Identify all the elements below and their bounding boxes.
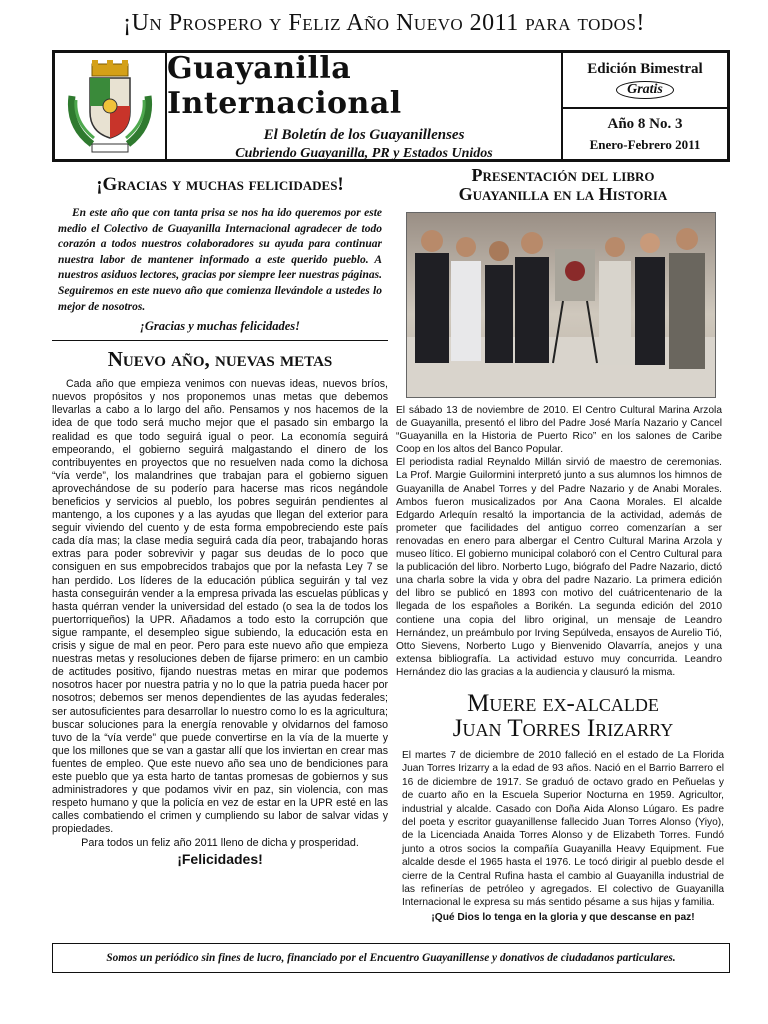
presentacion-paragraph: El sábado 13 de noviembre de 2010. El Centro Cultural Marina Arzola de Guayanilla, presentó el libro del Padre José María Nazario y Cancel “Guayanilla en la Historia de Puerto Rico” en los salones de Caribe Coop en los altos del Banco Popular. bbox=[396, 405, 722, 456]
right-column bbox=[396, 166, 730, 923]
muere-body: El martes 7 de diciembre de 2010 falleció en el estado de La Florida Juan Torres Irizarry a la edad de 93 años. Nació en el Barrio Barrero el 16 de diciembre de 1917. Se graduó de octavo grado en Peñuelas y de cuarto año en la Escuela Superior Nocturna en 1959. Agricultor, industrial y alcalde. Casado con Doña Aida Alonso Lúgaro. Es padre del poeta y escritor guayanillense fallecido Juan Torres Alonso (Yiyo), de la Licenciada Anaida Torres Alonso y de Elizabeth Torres. Fundó junto a otros socios la compañía Guayanilla Heavy Equipment. Fue alcalde desde el 1965 hasta el 1976. Le tocó dirigir al pueblo desde el cierre de la Central Rufina hasta el cambio al Guayanilla industrial de las refinerías de petróleo y agregados. El colectivo de Guayanilla Internacional le expresa su más sentido pésame a sus hijas y familia. bbox=[402, 749, 724, 909]
group-of-people-icon bbox=[407, 213, 716, 398]
event-photo bbox=[406, 212, 716, 398]
nuevo-body: Cada año que empieza venimos con nuevas ideas, nuevos bríos, nuevos propósitos y nos proponemos unas metas que debemos llevarlas a cabo a lo largo del año. Pensamos y nos hacemos de la idea de que todo será mucho mejor que el pasado sin embargo la realidad es que todo seguirá igual o peor. La economía seguirá empeorando, el gobierno seguirá malgastando el dinero de los contribuyentes en proyectos que no resuelven nada como la dichosa “vía verde”, los malandrines que trabajan para el gobierno siguen aprovechándose de su poderío para hacerse mas ricos negándole beneficios y servicios al pueblo, los pobres seguirán pendientes al mantengo, a los cupones y a las ayudas que llegan del exterior para seguir viviendo del cuento y de esta forma empobreciendo este país cada día mas; la clase media seguirá cada día peor, trabajando horas extras para poder sobrevivir y pagar sus deudas de lo poco que consiguen en sus empobrecidos trabajos que por la nefasta Ley 7 se han perdido. Los líderes de la educación pública seguirán y tal vez hasta conseguirán vender a la empresa privada las escuelas públicas y hasta quérran vender la universidad del estado (o sea la de todos los puertorriqueños) la UPR. Añadamos a todo esto la corrupción que sigue rampante, el desempleo sigue subiendo, la educación esta en crisis y sigue de mal en peor. Pero para este nuevo año que empieza nuestras metas y resoluciones deben de fijarse primero: en un cambio de actitudes positivo, fijando nuestras metas en mirar que podemos nosotros hacer por nuestra patria y no lo que la patria pueda hacer por nosotros; debemos ser menos dependientes de las ayudas federales; ser autosuficientes para desarrollar lo nuestro como lo es la agricultura; buscar soluciones para la energía renovable y olvidarnos del famoso tuvo de la “vía verde” que puede convertirse en la vía de la muerte y que los millones que se van a gastar allí que los inviertan en crear mas fuentes de empleo. Que este nuevo año sea uno de bendiciones para este pueblo que ya esta harto de tantas promesas de gobiernos y sus administradores y que podamos vivir en paz, sin violencia, con mas respeto humano y que la policía en vez de estar en la UPR esté en las calles combatiendo el crimen y cumpliendo su labor de salvar vidas y propiedades. bbox=[52, 378, 388, 836]
masthead bbox=[52, 50, 730, 162]
presentacion-body bbox=[396, 404, 730, 679]
coat-of-arms-icon bbox=[62, 56, 158, 156]
footer-note: Somos un periódico sin fines de lucro, financiado por el Encuentro Guayanillense y donativos de ciudadanos particulares. bbox=[52, 943, 730, 973]
muere-heading-line1: Muere ex-alcalde bbox=[467, 689, 659, 717]
muere-heading-line2: Juan Torres Irizarry bbox=[452, 714, 674, 742]
crest-box bbox=[55, 53, 167, 159]
title-box bbox=[167, 50, 563, 161]
top-banner: ¡Un Prospero y Feliz Año Nuevo 2011 para todos! bbox=[123, 10, 645, 36]
presentacion-heading-line1: Presentación del libro bbox=[471, 165, 655, 185]
presentacion-paragraph: El periodista radial Reynaldo Millán sirvió de maestro de ceremonias. La Prof. Margie Guilormini interpretó junto a sus alumnos los himnos de Guayanilla de Anabel Torres y del Padre Nazario y de Anabi Morales. Ambos fueron musicalizados por Ana Caona Morales. El alcalde Edgardo Arlequín resaltó la importancia de la actividad, además de prometer que facilidades del antiguo correo comenzarían a ser renovadas en enero para albergar el Centro Cultural Marina Arzola y museo lítico. El gobierno municipal colaboró con el Centro Cultural para la publicación del libro. Norberto Lugo, biógrafo del Padre Nazario, dictó una charla sobre la vida y obra del padre Nazario. La primera edición del libro se publicó en 1893 con motivo del cuátricentenario de la llegada de los españoles a Borikén. La segunda edición del 2010 contiene una copia del libro original, un mensaje de Leandro Hernández, un preámbulo por Irving Sepúlveda, ensayos de Aurelio Tió, Otto Sievens, Norberto Lugo y Bienvenido Olavarría, anejos y una extensa bibliografía. La actividad estuvo muy concurrida. Leandro Hernández dio las gracias a la audiencia y clausuró la misma. bbox=[396, 457, 722, 678]
edition-label: Edición Bimestral bbox=[587, 61, 703, 77]
muere-heading bbox=[396, 691, 730, 741]
divider bbox=[52, 340, 388, 341]
paper-tagline: Cubriendo Guayanilla, PR y Estados Unidos bbox=[235, 145, 493, 161]
issue-date: Enero-Febrero 2011 bbox=[589, 136, 701, 152]
price-label: Gratis bbox=[616, 81, 674, 99]
presentacion-heading bbox=[396, 166, 730, 204]
left-column bbox=[52, 172, 388, 867]
gracias-body: En este año que con tanta prisa se nos ha ido queremos por este medio el Colectivo de Guayanilla Internacional agradecer de todo corazón a todos nuestros colaboradores su ayuda para continuar nuestra labor de mantener informado a este querido pueblo. A nuestros asiduos lectores, gracias por siempre leer nuestras páginas. Seguiremos en este nuevo año que comienza llevándole a ustedes lo mejor de nosotros. bbox=[58, 207, 382, 313]
paper-title: Guayanilla Internacional bbox=[167, 50, 402, 121]
edition-bottom bbox=[563, 109, 727, 159]
muere-closing: ¡Qué Dios lo tenga en la gloria y que descanse en paz! bbox=[431, 911, 695, 923]
paper-subtitle: El Boletín de los Guayanillenses bbox=[263, 126, 465, 143]
presentacion-heading-line2: Guayanilla en la Historia bbox=[458, 184, 668, 204]
issue-number: Año 8 No. 3 bbox=[607, 115, 683, 132]
edition-top bbox=[563, 53, 727, 109]
nuevo-closing: Para todos un feliz año 2011 lleno de dicha y prosperidad. bbox=[81, 837, 359, 850]
gracias-heading: ¡Gracias y muchas felicidades! bbox=[96, 174, 344, 195]
gracias-closing: ¡Gracias y muchas felicidades! bbox=[139, 319, 301, 334]
nuevo-heading: Nuevo año, nuevas metas bbox=[107, 347, 333, 372]
edition-box bbox=[563, 53, 727, 159]
felicidades-cheer: ¡Felicidades! bbox=[177, 851, 263, 868]
